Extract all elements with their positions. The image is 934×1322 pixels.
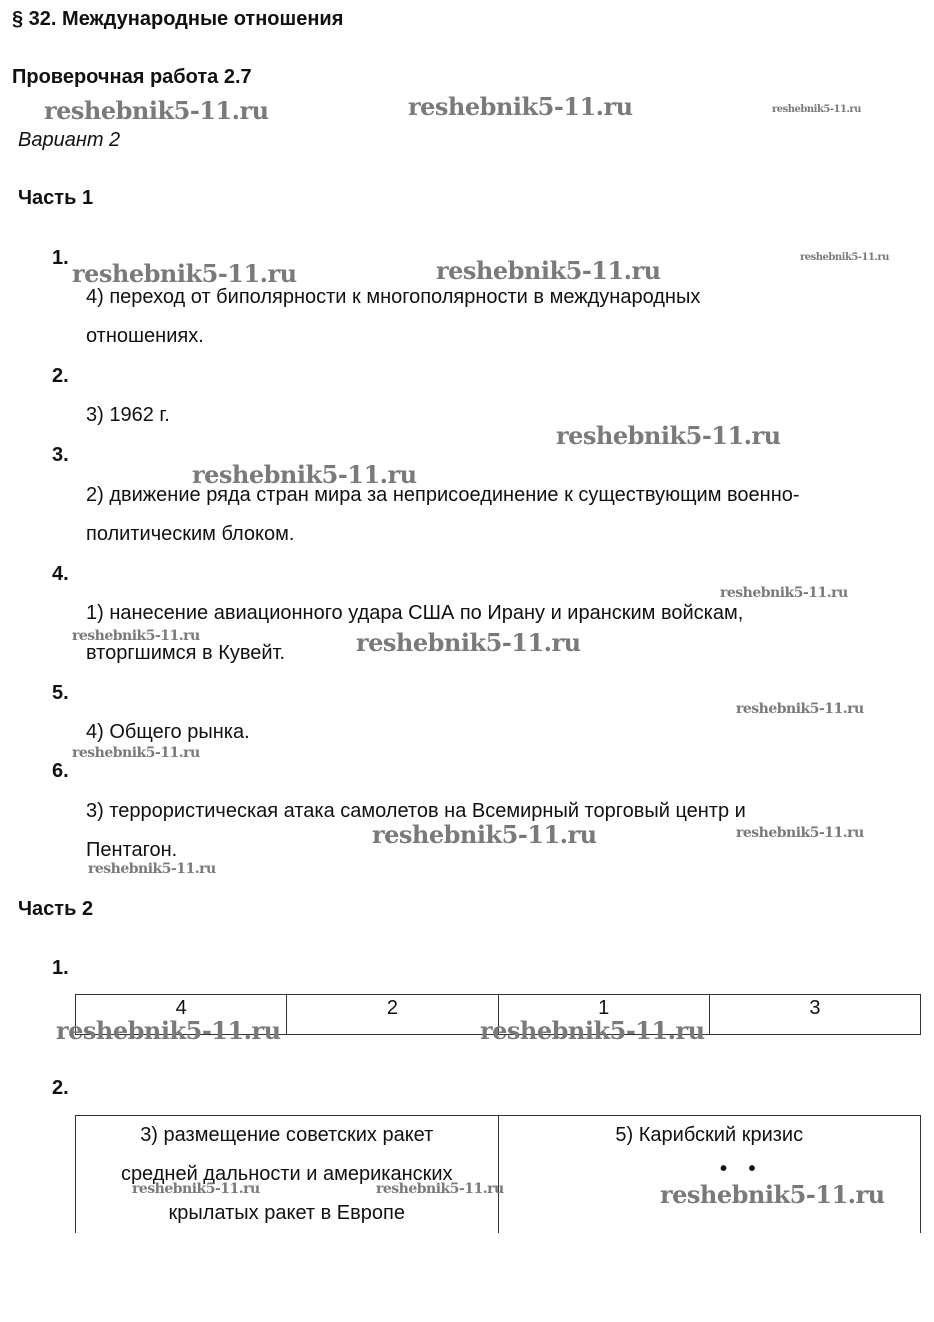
work-title: Проверочная работа 2.7 [12, 66, 252, 88]
part1-q6-answer-line1: 3) террористическая атака самолетов на Всемирный торговый центр и [86, 800, 746, 822]
part1-q3-number: 3. [52, 444, 69, 466]
part1-q4-answer-line2: вторгшимся в Кувейт. [86, 642, 286, 664]
watermark: reshebnik5-11.ru [132, 1181, 260, 1197]
part1-q6-answer-line2: Пентагон. [86, 839, 178, 861]
part2-title: Часть 2 [18, 898, 94, 920]
watermark: reshebnik5-11.ru [72, 628, 200, 644]
watermark: reshebnik5-11.ru [660, 1180, 885, 1209]
part2-q2-matching-table [75, 1115, 921, 1233]
watermark: reshebnik5-11.ru [372, 820, 597, 849]
watermark: reshebnik5-11.ru [88, 861, 216, 877]
part1-q4-answer-line1: 1) нанесение авиационного удара США по Ирану и иранским войскам, [86, 602, 744, 624]
part1-q1-answer-line2: отношениях. [86, 325, 204, 347]
part1-q3-answer-line1: 2) движение ряда стран мира за неприсоединение к существующим военно- [86, 484, 800, 506]
watermark: reshebnik5-11.ru [772, 104, 861, 115]
sequence-cell-3: 1 [498, 995, 709, 1035]
watermark: reshebnik5-11.ru [720, 585, 848, 601]
watermark: reshebnik5-11.ru [436, 256, 661, 285]
matching-right-line1: 5) Карибский кризис [615, 1124, 804, 1146]
part1-q5-number: 5. [52, 682, 69, 704]
watermark: reshebnik5-11.ru [72, 745, 200, 761]
part1-q1-number: 1. [52, 247, 69, 269]
watermark: reshebnik5-11.ru [736, 825, 864, 841]
table-row [76, 1116, 921, 1234]
section-title: § 32. Международные отношения [12, 8, 344, 30]
matching-cell-right [498, 1116, 921, 1234]
watermark: reshebnik5-11.ru [800, 252, 889, 263]
watermark: reshebnik5-11.ru [192, 460, 417, 489]
matching-cell-left [76, 1116, 499, 1234]
watermark: reshebnik5-11.ru [72, 259, 297, 288]
part1-q5-answer-line1: 4) Общего рынка. [86, 721, 250, 743]
sequence-cell-1: 4 [76, 995, 287, 1035]
sequence-cell-4: 3 [709, 995, 920, 1035]
watermark: reshebnik5-11.ru [736, 701, 864, 717]
sequence-cell-2: 2 [287, 995, 498, 1035]
watermark: reshebnik5-11.ru [480, 1016, 705, 1045]
part2-q1-number: 1. [52, 957, 69, 979]
matching-left-line2: средней дальности и американских [120, 1163, 453, 1185]
bullet-dots-icon: • • [720, 1158, 764, 1180]
watermark: reshebnik5-11.ru [356, 628, 581, 657]
watermark: reshebnik5-11.ru [56, 1016, 281, 1045]
part1-q6-number: 6. [52, 760, 69, 782]
part2-q2-number: 2. [52, 1077, 69, 1099]
watermark: reshebnik5-11.ru [556, 421, 781, 450]
part1-q2-number: 2. [52, 365, 69, 387]
watermark: reshebnik5-11.ru [44, 96, 269, 125]
matching-left-line1: 3) размещение советских ракет [140, 1124, 434, 1146]
watermark: reshebnik5-11.ru [376, 1181, 504, 1197]
part1-q3-answer-line2: политическим блоком. [86, 523, 295, 545]
part1-q2-answer-line1: 3) 1962 г. [86, 404, 170, 426]
variant-label: Вариант 2 [18, 129, 121, 151]
part1-q4-number: 4. [52, 563, 69, 585]
matching-left-line3: крылатых ракет в Европе [168, 1202, 405, 1224]
watermark: reshebnik5-11.ru [408, 92, 633, 121]
part1-title: Часть 1 [18, 187, 94, 209]
part1-q1-answer-line1: 4) переход от биполярности к многополярности в международных [86, 286, 701, 308]
